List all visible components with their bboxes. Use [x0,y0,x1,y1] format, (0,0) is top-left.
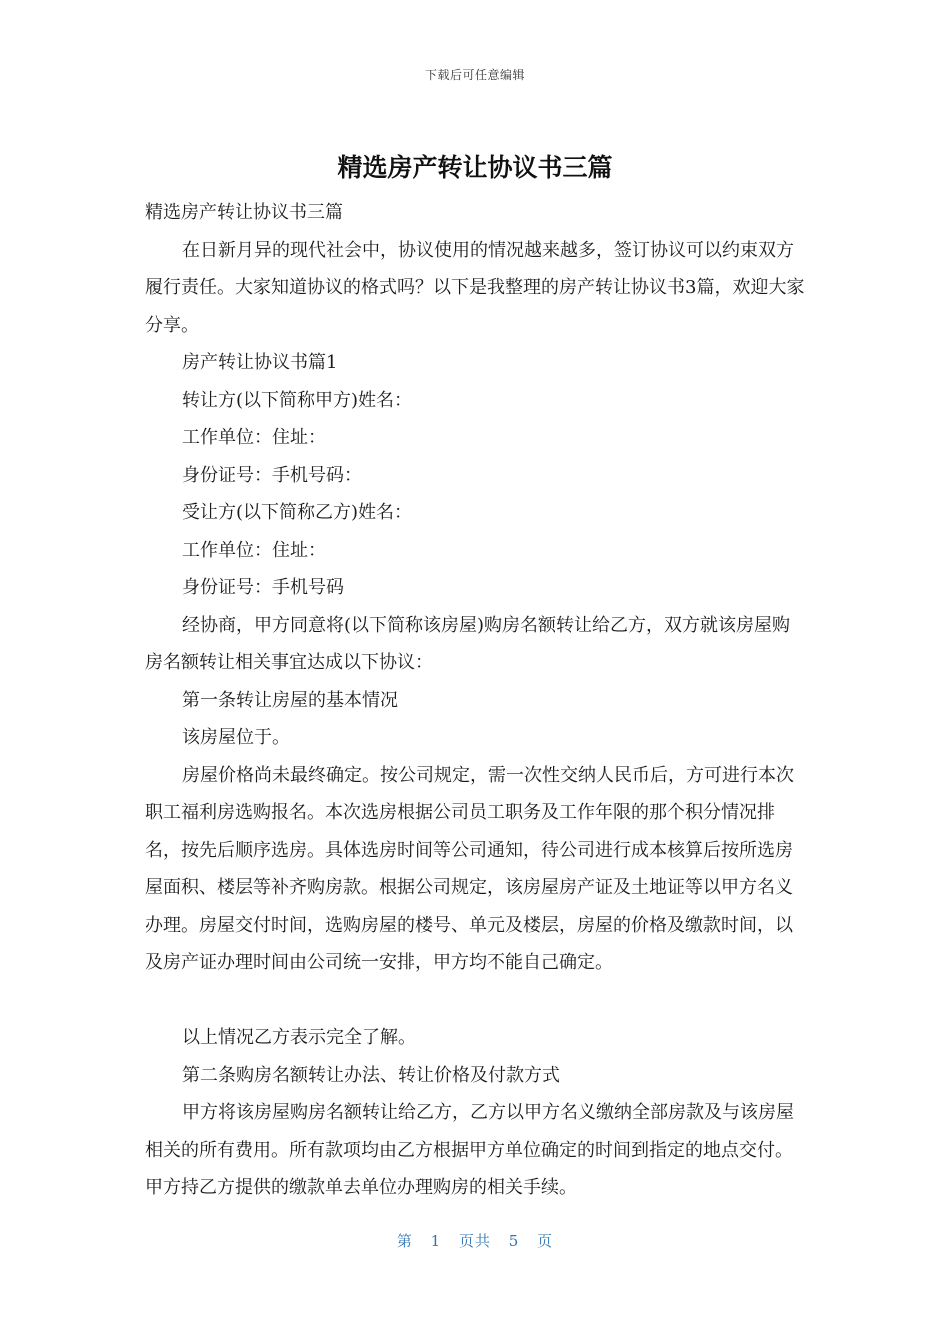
document-title: 精选房产转让协议书三篇 [337,153,613,182]
party-a-work-address-field: 工作单位：住址： [182,427,326,448]
intro-paragraph: 在日新月异的现代社会中，协议使用的情况越来越多，签订协议可以约束双方履行责任。大家知道协议的格式吗？以下是我整理的房产转让协议书3篇，欢迎大家分享。 [145,239,805,336]
page-header-note: 下载后可任意编辑 [424,68,525,82]
blank-line [145,982,805,1020]
page-number-footer: 第 1 页共 5 页 [396,1232,554,1250]
article-1-heading: 第一条转让房屋的基本情况 [182,689,398,711]
party-b-id-phone-field: 身份证号：手机号码 [182,577,344,598]
subtitle-paragraph: 精选房产转让协议书三篇 [145,202,343,223]
document-body [145,194,805,1207]
party-a-name-field: 转让方(以下简称甲方)姓名： [182,389,413,411]
section-heading-agreement-1: 房产转让协议书篇1 [182,352,338,373]
article-2-heading: 第二条购房名额转让办法、转让价格及付款方式 [182,1064,560,1086]
party-b-acknowledgement-paragraph: 以上情况乙方表示完全了解。 [182,1027,416,1048]
party-a-id-phone-field: 身份证号：手机号码： [182,464,362,486]
property-price-paragraph: 房屋价格尚未最终确定。按公司规定，需一次性交纳人民币后，方可进行本次职工福利房选购报名。本次选房根据公司员工职务及工作年限的那个积分情况排名，按先后顺序选房。具体选房时间等公司通知，待公司进行成本核算后按所选房屋面积、楼层等补齐购房款。根据公司规定，该房屋房产证及土地证等以甲方名义办理。房屋交付时间，选购房屋的楼号、单元及楼层，房屋的价格及缴款时间，以及房产证办理时间由公司统一安排，甲方均不能自己确定。 [145,764,794,973]
transfer-payment-paragraph: 甲方将该房屋购房名额转让给乙方，乙方以甲方名义缴纳全部房款及与该房屋相关的所有费用。所有款项均由乙方根据甲方单位确定的时间到指定的地点交付。甲方持乙方提供的缴款单去单位办理购房的相关手续。 [145,1102,794,1198]
party-b-name-field: 受让方(以下简称乙方)姓名： [182,502,413,523]
property-location-paragraph: 该房屋位于。 [182,727,290,748]
consultation-paragraph: 经协商，甲方同意将(以下简称该房屋)购房名额转让给乙方，双方就该房屋购房名额转让相关事宜达成以下协议： [145,614,791,673]
party-b-work-address-field: 工作单位：住址： [182,539,326,561]
